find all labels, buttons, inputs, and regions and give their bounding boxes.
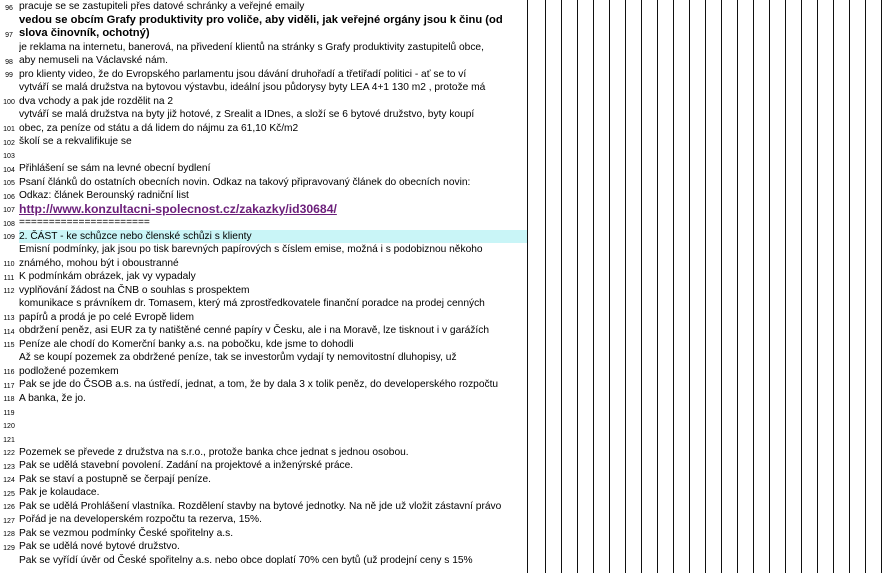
cell-text[interactable]: dva vchody a pak jde rozdělit na 2	[19, 95, 174, 107]
table-row[interactable]	[0, 527, 887, 541]
row-number[interactable]: 98	[5, 58, 13, 66]
cell-text[interactable]: Pak se vezmou podmínky České spořitelny a.s.	[19, 527, 234, 539]
table-row[interactable]	[0, 500, 887, 514]
cell-text[interactable]: A banka, že jo.	[19, 392, 86, 404]
table-row[interactable]	[0, 297, 887, 324]
cell-text[interactable]: aby nemuseli na Václavské nám.	[19, 55, 168, 66]
cell-text[interactable]: Pak je kolaudace.	[19, 487, 100, 498]
row-number[interactable]: 129	[3, 544, 15, 552]
row-number[interactable]: 109	[3, 234, 15, 241]
table-row[interactable]	[0, 459, 887, 473]
row-number[interactable]: 111	[3, 274, 15, 282]
cell-text[interactable]: papírů a prodá je po celé Evropě lidem	[19, 311, 194, 323]
cell-text[interactable]: Pak se udělá Prohlášení vlastníka. Rozdělení stavby na bytové jednotky. Na ně jde už vložit zástavní právo	[19, 500, 502, 512]
cell-text[interactable]: Pak se jde do ČSOB a.s. na ústředí, jednat, a tom, že by dala 3 x tolik peněz, do developerského rozpočtu	[19, 379, 499, 390]
table-row[interactable]	[0, 419, 887, 433]
table-row[interactable]	[0, 230, 887, 244]
row-number[interactable]: 114	[3, 328, 15, 336]
row-number[interactable]: 115	[3, 342, 15, 349]
cell-text[interactable]: vyplňování žádost na ČNB o souhlas s prospektem	[19, 284, 250, 296]
table-row[interactable]	[0, 324, 887, 338]
cell-text[interactable]: Pak se udělá stavební povolení. Zadání na projektové a inženýrské práce.	[19, 460, 354, 471]
row-number[interactable]: 102	[3, 139, 15, 147]
cell-text[interactable]	[19, 149, 527, 163]
cell-text[interactable]: pracuje se se zastupiteli přes datové schránky a veřejné emaily	[19, 1, 305, 12]
table-row[interactable]	[0, 392, 887, 406]
row-number[interactable]: 112	[3, 288, 15, 295]
cell-text[interactable]: slova činovník, ochotný)	[19, 27, 150, 39]
row-number[interactable]: 96	[5, 4, 13, 12]
row-number[interactable]: 107	[3, 207, 15, 214]
row-number[interactable]: 113	[3, 315, 15, 322]
row-number[interactable]: 120	[3, 423, 15, 430]
table-row[interactable]	[0, 203, 887, 217]
table-row[interactable]	[0, 405, 887, 419]
table-row[interactable]	[0, 216, 887, 230]
table-row[interactable]	[0, 473, 887, 487]
cell-link[interactable]: http://www.konzultacni-spolecnost.cz/zakazky/id30684/	[19, 202, 337, 216]
row-number[interactable]: 124	[3, 477, 15, 484]
cell-text[interactable]: Pak se vyřídí úvěr od České spořitelny a.s. nebo obce doplatí 70% cen bytů (už prodejní ceny s 15%	[19, 554, 473, 566]
row-number[interactable]: 126	[3, 504, 15, 511]
cell-text[interactable]: známého, mohou být i oboustranné	[19, 257, 179, 269]
table-row[interactable]	[0, 81, 887, 108]
table-row[interactable]	[0, 270, 887, 284]
cell-text[interactable]: Přihlášení se sám na levné obecní bydlení	[19, 163, 211, 174]
table-row[interactable]	[0, 108, 887, 135]
cell-text[interactable]	[19, 419, 527, 433]
row-number[interactable]: 103	[3, 153, 15, 160]
cell-text[interactable]: školí se a rekvalifikuje se	[19, 136, 132, 147]
table-row[interactable]	[0, 338, 887, 352]
cell-text[interactable]: vytváří se malá družstva na byty již hotové, z Srealit a IDnes, a složí se 6 bytové družstvo, byty koupí	[19, 109, 475, 120]
cell-text[interactable]: podložené pozemkem	[19, 365, 119, 377]
cell-text[interactable]: 2. ČÁST - ke schůzce nebo členské schůzi s klienty	[19, 230, 527, 244]
table-row[interactable]	[0, 68, 887, 82]
row-number[interactable]: 128	[3, 531, 15, 538]
table-row[interactable]	[0, 351, 887, 378]
table-row[interactable]	[0, 486, 887, 500]
row-number[interactable]: 108	[3, 220, 15, 228]
row-number[interactable]: 100	[3, 99, 15, 106]
row-number[interactable]: 121	[3, 436, 15, 444]
cell-text[interactable]: Pak se staví a postupně se čerpají peníze.	[19, 473, 211, 485]
row-number[interactable]: 123	[3, 463, 15, 471]
row-number[interactable]: 101	[3, 126, 15, 133]
cell-text[interactable]: Psaní článků do ostatních obecních novin. Odkaz na takový připravovaný článek do obecních novin:	[19, 176, 471, 188]
row-number[interactable]: 119	[3, 409, 15, 417]
table-row[interactable]	[0, 378, 887, 392]
cell-text[interactable]: ======================	[19, 217, 150, 228]
cell-text[interactable]: Odkaz: článek Berounský radniční list	[19, 190, 189, 201]
cell-text[interactable]: obec, za peníze od státu a dá lidem do nájmu za 61,10 Kč/m2	[19, 122, 299, 134]
cell-text[interactable]	[19, 432, 527, 446]
table-row[interactable]	[0, 0, 887, 14]
cell-text[interactable]: vedou se obcím Grafy produktivity pro voliče, aby viděli, jak veřejné orgány jsou k činu (od	[19, 13, 503, 26]
cell-text[interactable]: komunikace s právníkem dr. Tomasem, který má zprostředkovatele finanční poradce na prodej cenných	[19, 298, 485, 309]
table-row[interactable]	[0, 135, 887, 149]
cell-text[interactable]: Pozemek se převede z družstva na s.r.o., protože banka chce jednat s jednou osobou.	[19, 446, 409, 458]
table-row[interactable]	[0, 513, 887, 527]
table-row[interactable]	[0, 189, 887, 203]
row-number[interactable]: 122	[3, 450, 15, 457]
cell-text[interactable]: K podmínkám obrázek, jak vy vypadaly	[19, 271, 196, 282]
cell-text[interactable]: Pořád je na developerském rozpočtu ta rezerva, 15%.	[19, 514, 262, 525]
row-number[interactable]: 97	[5, 31, 13, 39]
table-row[interactable]	[0, 162, 887, 176]
row-number[interactable]: 116	[3, 369, 15, 376]
row-number[interactable]: 127	[3, 517, 15, 525]
table-row[interactable]	[0, 284, 887, 298]
row-number[interactable]: 105	[3, 180, 15, 187]
row-number[interactable]: 125	[3, 490, 15, 498]
row-number[interactable]: 118	[3, 396, 15, 403]
table-row[interactable]	[0, 243, 887, 270]
table-row[interactable]	[0, 176, 887, 190]
cell-text[interactable]: Emisní podmínky, jak jsou po tisk barevných papírových s číslem emise, možná i s podobiznou někoho	[19, 244, 483, 255]
table-row[interactable]	[0, 540, 887, 554]
cell-text[interactable]: pro klienty video, že do Evropského parlamentu jsou dávání druhořadí a třetiřadí politici - ať se to ví	[19, 68, 467, 80]
table-row[interactable]	[0, 432, 887, 446]
cell-text[interactable]: je reklama na internetu, banerová, na přivedení klientů na stránky s Grafy produktivity zastupitelů obce,	[19, 41, 484, 53]
cell-text[interactable]: obdržení peněz, asi EUR za ty natištěné cenné papíry v Česku, ale i na Moravě, lze tisknout i v garážích	[19, 325, 489, 336]
table-row[interactable]	[0, 14, 887, 41]
row-number[interactable]: 117	[3, 382, 15, 390]
cell-text[interactable]: Peníze ale chodí do Komerční banky a.s. na pobočku, kde jsme to dohodli	[19, 338, 354, 350]
table-row[interactable]	[0, 149, 887, 163]
cell-text[interactable]	[19, 405, 527, 419]
cell-text[interactable]: Až se koupí pozemek za obdržené peníze, tak se investorům vydají ty nemovitostní dluhopisy, už	[19, 352, 457, 363]
cell-text[interactable]: Pak se udělá nové bytové družstvo.	[19, 541, 180, 552]
row-number[interactable]: 110	[3, 261, 15, 268]
cell-text[interactable]: vytváří se malá družstva na bytovou výstavbu, ideální jsou půdorysy byty LEA 4+1 130 m2 , protože má	[19, 82, 486, 93]
table-row[interactable]	[0, 41, 887, 68]
table-row[interactable]	[0, 554, 887, 568]
row-number[interactable]: 99	[5, 72, 13, 79]
row-number[interactable]: 106	[3, 193, 15, 201]
row-number[interactable]: 104	[3, 166, 15, 174]
table-row[interactable]	[0, 446, 887, 460]
